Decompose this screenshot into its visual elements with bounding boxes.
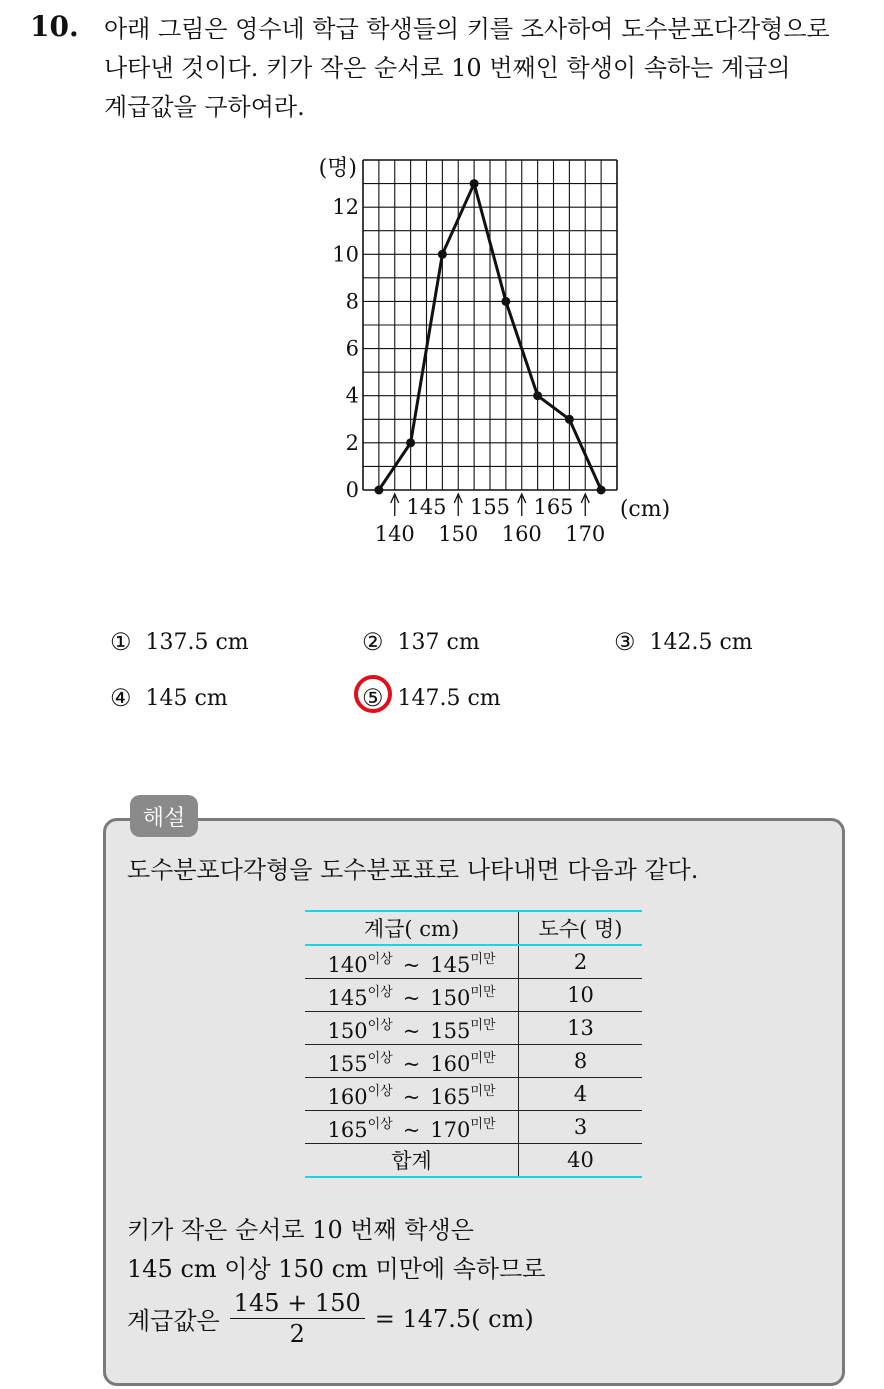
suffix-to: 미만: [470, 1050, 496, 1066]
class-from: 150: [327, 1018, 368, 1043]
solution-line-1: 키가 작은 순서로 10 번째 학생은: [127, 1216, 474, 1244]
data-point: [470, 179, 479, 188]
class-from: 165: [327, 1117, 368, 1142]
solution-formula: [127, 1288, 534, 1349]
choice-mark: ①: [110, 628, 132, 656]
formula-label: 계급값은: [127, 1307, 220, 1335]
data-point: [501, 297, 510, 306]
choice-text: 142.5 cm: [649, 629, 753, 655]
table-count-cell: 8: [519, 1045, 643, 1078]
table-count-cell: 13: [519, 1012, 643, 1045]
y-tick-label: 6: [345, 336, 359, 361]
table-class-cell: [305, 979, 519, 1012]
suffix-to: 미만: [470, 1017, 496, 1033]
choice-mark-text: ⑤: [362, 684, 384, 712]
choice-text: 137.5 cm: [145, 629, 249, 655]
table-header-class: 계급( cm): [305, 911, 519, 945]
table-class-cell: [305, 1012, 519, 1045]
choice-text: 147.5 cm: [397, 685, 501, 711]
table-row: [305, 1045, 642, 1078]
choice-text: 145 cm: [145, 685, 228, 711]
solution-tab: 해설: [130, 795, 198, 837]
choice-2[interactable]: [362, 628, 480, 656]
class-from: 145: [327, 985, 368, 1010]
y-tick-label: 4: [345, 383, 359, 408]
table-count-cell: 3: [519, 1111, 643, 1144]
table-total-label: 합계: [305, 1144, 519, 1178]
answer-circle: [354, 675, 392, 713]
suffix-from: 이상: [367, 1116, 393, 1132]
tilde: ~: [402, 1117, 421, 1142]
y-tick-label: 10: [332, 242, 359, 267]
solution-intro: 도수분포다각형을 도수분포표로 나타내면 다음과 같다.: [127, 856, 699, 884]
table-header-row: [305, 911, 642, 945]
choice-mark: ③: [614, 628, 636, 656]
class-to: 170: [430, 1117, 471, 1142]
data-point: [406, 438, 415, 447]
table-row: [305, 1078, 642, 1111]
fraction-numerator: 145 + 150: [230, 1288, 365, 1319]
class-to: 165: [430, 1084, 471, 1109]
choice-mark: [362, 684, 384, 712]
question-text: [104, 10, 864, 127]
table-row: [305, 945, 642, 979]
data-point: [374, 486, 383, 495]
frequency-table: [305, 910, 642, 1178]
class-from: 160: [327, 1084, 368, 1109]
class-to: 145: [430, 952, 471, 977]
frequency-polygon-chart: [300, 148, 671, 548]
tilde: ~: [402, 985, 421, 1010]
formula-result: = 147.5( cm): [374, 1304, 534, 1333]
table-row: [305, 1111, 642, 1144]
tilde: ~: [402, 952, 421, 977]
class-from: 140: [327, 952, 368, 977]
fraction-denominator: 2: [289, 1320, 305, 1348]
suffix-from: 이상: [367, 984, 393, 1000]
suffix-from: 이상: [367, 1050, 393, 1066]
solution-line-2: 145 cm 이상 150 cm 미만에 속하므로: [127, 1255, 546, 1283]
x-tick-label-lower: 140: [374, 522, 415, 546]
class-to: 155: [430, 1018, 471, 1043]
question-line: 나타낸 것이다. 키가 작은 순서로 10 번째인 학생이 속하는 계급의: [104, 54, 791, 82]
x-axis-label: (cm): [619, 497, 671, 522]
data-point: [438, 250, 447, 259]
suffix-to: 미만: [470, 1083, 496, 1099]
tilde: ~: [402, 1084, 421, 1109]
class-from: 155: [327, 1051, 368, 1076]
tilde: ~: [402, 1051, 421, 1076]
question-line: 아래 그림은 영수네 학급 학생들의 키를 조사하여 도수분포다각형으로: [104, 15, 830, 43]
y-tick-label: 12: [332, 195, 359, 220]
table-class-cell: [305, 1045, 519, 1078]
question-line: 계급값을 구하여라.: [104, 93, 305, 121]
fraction: [230, 1288, 365, 1349]
suffix-to: 미만: [470, 951, 496, 967]
data-point: [597, 486, 606, 495]
suffix-from: 이상: [367, 951, 393, 967]
table-count-cell: 4: [519, 1078, 643, 1111]
table-class-cell: [305, 1111, 519, 1144]
tilde: ~: [402, 1018, 421, 1043]
class-to: 150: [430, 985, 471, 1010]
suffix-from: 이상: [367, 1083, 393, 1099]
x-tick-label-lower: 150: [438, 522, 479, 546]
question-number: 10.: [30, 10, 79, 43]
y-tick-label: 0: [345, 478, 359, 502]
table-total-value: 40: [519, 1144, 643, 1178]
choice-5[interactable]: [362, 684, 501, 712]
choice-3[interactable]: [614, 628, 753, 656]
class-to: 160: [430, 1051, 471, 1076]
choice-text: 137 cm: [397, 629, 480, 655]
suffix-to: 미만: [470, 984, 496, 1000]
choice-mark: ④: [110, 684, 132, 712]
choice-mark: ②: [362, 628, 384, 656]
table-count-cell: 2: [519, 945, 643, 979]
table-row: [305, 1012, 642, 1045]
x-tick-label-upper: 145: [406, 495, 447, 519]
x-tick-label-lower: 170: [565, 522, 606, 546]
table-total-row: [305, 1144, 642, 1178]
table-header-count: 도수( 명): [519, 911, 643, 945]
table-row: [305, 979, 642, 1012]
table-class-cell: [305, 1078, 519, 1111]
choice-1[interactable]: [110, 628, 249, 656]
x-tick-label-lower: 160: [501, 522, 542, 546]
x-tick-label-upper: 155: [469, 495, 511, 519]
choice-4[interactable]: [110, 684, 228, 712]
y-axis-label: (명): [318, 156, 357, 181]
x-tick-label-upper: 165: [533, 495, 574, 519]
data-point: [565, 415, 574, 424]
table-class-cell: [305, 945, 519, 979]
y-tick-label: 2: [345, 430, 359, 455]
data-point: [533, 391, 542, 400]
suffix-to: 미만: [470, 1116, 496, 1132]
table-count-cell: 10: [519, 979, 643, 1012]
suffix-from: 이상: [367, 1017, 393, 1033]
y-tick-label: 8: [345, 289, 359, 314]
